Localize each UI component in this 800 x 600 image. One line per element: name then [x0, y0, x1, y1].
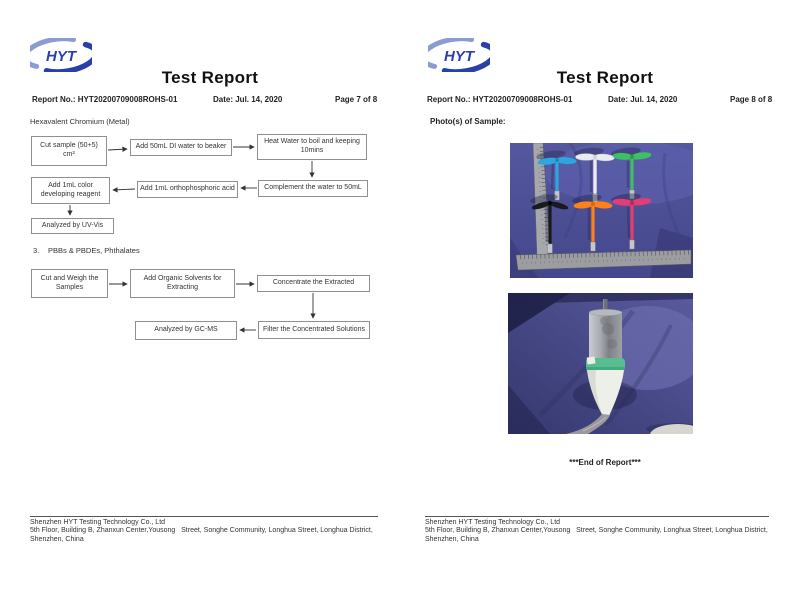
page-title: Test Report — [556, 68, 654, 87]
flow-step-complement: Complement the water to 50mL — [258, 180, 368, 197]
page-8 — [415, 0, 795, 600]
report-date: Date: Jul. 14, 2020 — [608, 95, 678, 104]
section-title-hexavalent-chromium: Hexavalent Chromium (Metal) — [30, 117, 130, 126]
footer-address: 5th Floor, Building B, Zhanxun Center,Yousong Street, Songhe Community, Longhua Street, Longhua District, Shenzhen, China — [30, 527, 373, 543]
page-number: Page 7 of 8 — [335, 95, 378, 104]
logo-text: HYT — [444, 48, 474, 65]
flow-step-analyzed-uv-vis: Analyzed by UV-Vis — [31, 218, 114, 234]
report-info-row — [20, 95, 400, 107]
sample-photo-motor — [508, 293, 693, 434]
photos-heading: Photo(s) of Sample: — [430, 117, 506, 126]
hyt-logo — [30, 38, 92, 72]
flow-step-cut-sample: Cut sample (50+5) cm² — [31, 136, 107, 166]
flow-step-concentrate: Concentrate the Extracted — [257, 275, 370, 292]
flow-step-add-water: Add 50mL DI water to beaker — [130, 139, 232, 156]
flow-step-add-reagent: Add 1mL color developing reagent — [31, 177, 110, 204]
report-info-row — [415, 95, 795, 107]
section-title-pbb: PBBs & PBDEs, Phthalates — [48, 246, 140, 255]
footer-company: Shenzhen HYT Testing Technology Co., Ltd — [425, 519, 561, 526]
report-date: Date: Jul. 14, 2020 — [213, 95, 283, 104]
flow-step-cut-weigh: Cut and Weigh the Samples — [31, 269, 108, 298]
flow-step-add-acid: Add 1mL orthophosphoric acid — [137, 181, 238, 198]
footer-company: Shenzhen HYT Testing Technology Co., Ltd — [30, 519, 166, 526]
page-footer — [30, 516, 378, 544]
page-footer — [425, 516, 769, 544]
hyt-logo — [428, 38, 490, 72]
report-number: Report No.: HYT20200709008ROHS-01 — [427, 95, 573, 104]
page-number: Page 8 of 8 — [730, 95, 773, 104]
page-7 — [20, 0, 400, 600]
flow-step-filter: Filter the Concentrated Solutions — [258, 321, 370, 339]
flow-step-add-solvents: Add Organic Solvents for Extracting — [130, 269, 235, 298]
footer-address: 5th Floor, Building B, Zhanxun Center,Yousong Street, Songhe Community, Longhua Street, Longhua District, Shenzhen, China — [425, 527, 768, 543]
sample-photo-fans — [510, 143, 693, 278]
end-of-report-text: ***End of Report*** — [569, 458, 641, 467]
logo-text: HYT — [46, 48, 76, 65]
flow-step-heat-water: Heat Water to boil and keeping 10mins — [257, 134, 367, 160]
page-title: Test Report — [161, 68, 259, 87]
section-number-pbb: 3. — [33, 246, 40, 255]
report-number: Report No.: HYT20200709008ROHS-01 — [32, 95, 178, 104]
flow-step-analyzed-gc-ms: Analyzed by GC-MS — [135, 321, 237, 340]
